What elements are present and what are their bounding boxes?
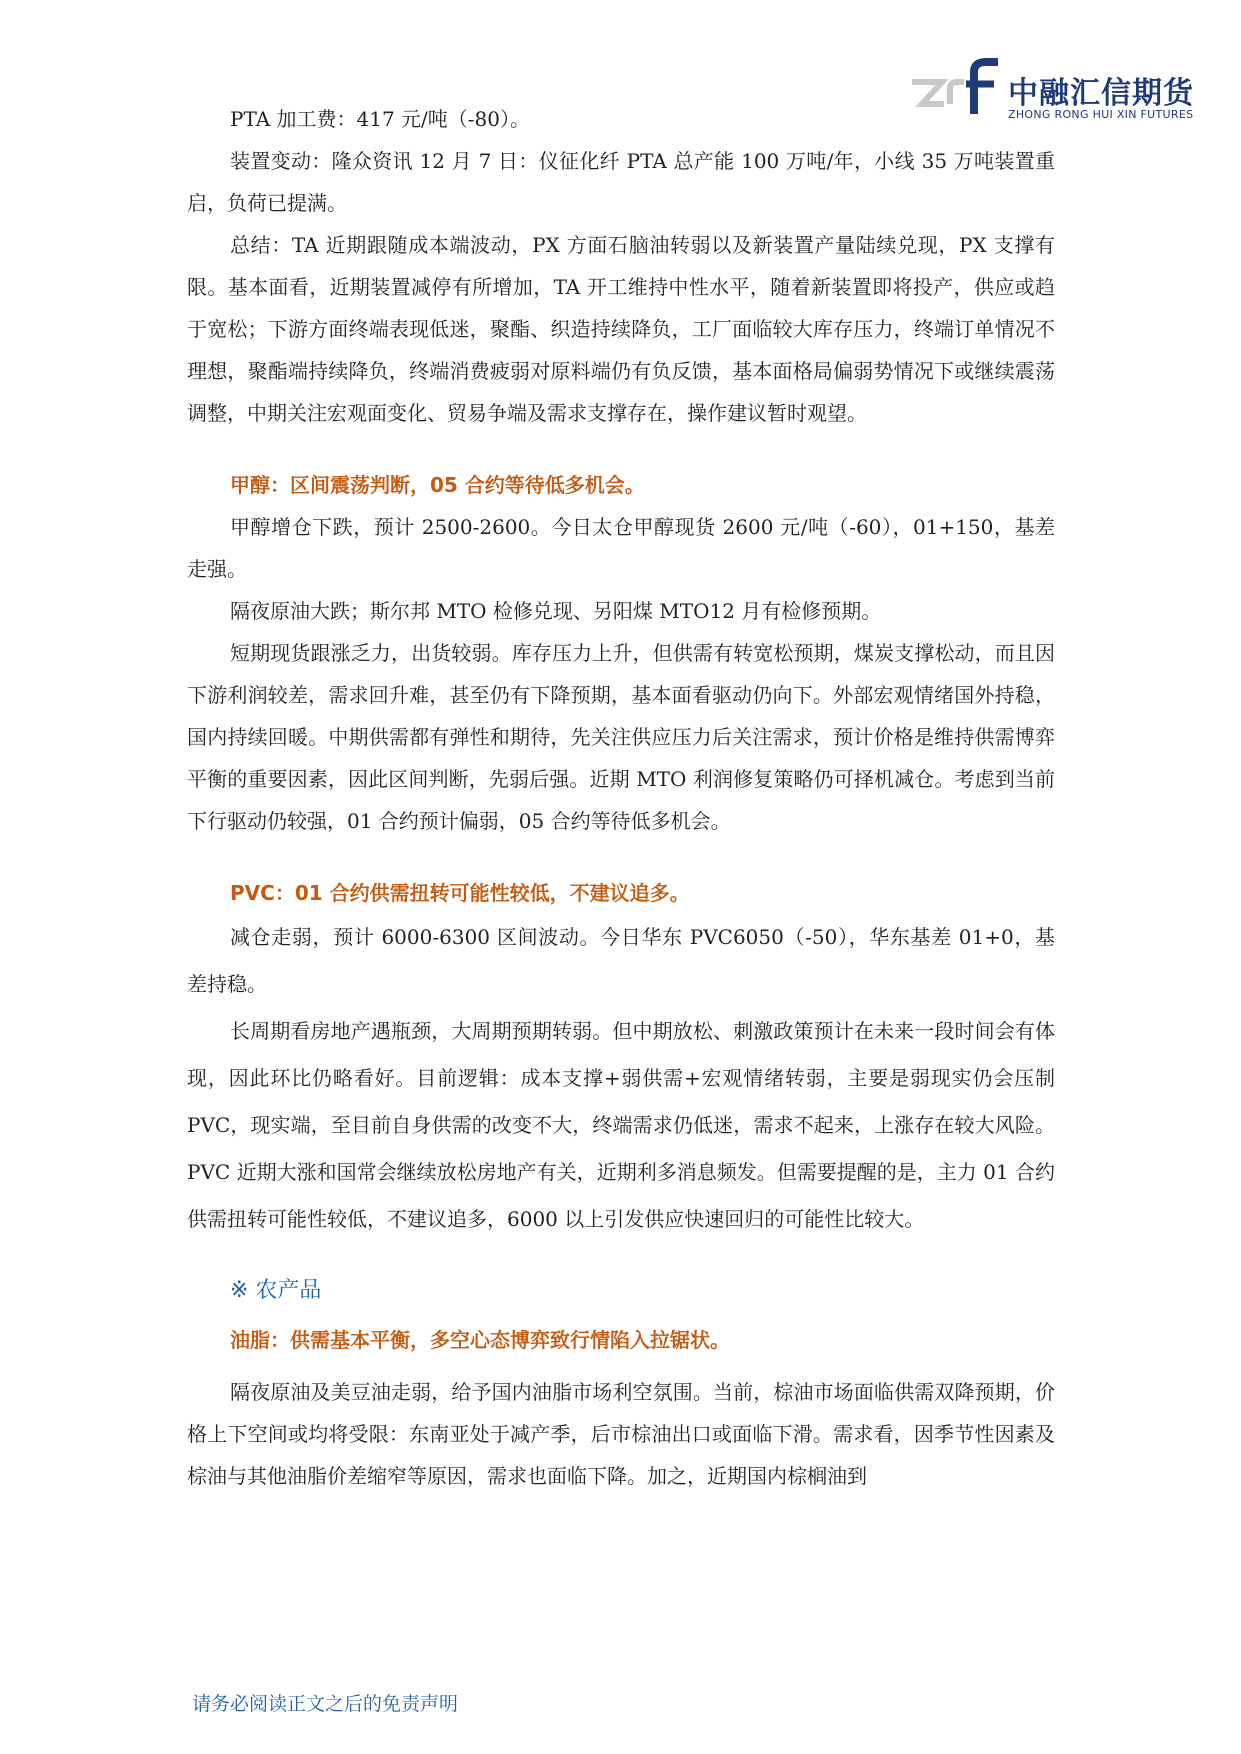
pvc-heading: PVC：01 合约供需扭转可能性较低，不建议追多。 bbox=[230, 881, 690, 905]
logo-company-subtitle: ZHONG RONG HUI XIN FUTURES bbox=[1008, 108, 1194, 121]
pvc-paragraph-1: 减仓走弱，预计 6000-6300 区间波动。今日华东 PVC6050（-50），华东基差 01+0，基差持稳。 bbox=[187, 925, 1055, 996]
methanol-heading: 甲醇：区间震荡判断，05 合约等待低多机会。 bbox=[230, 473, 645, 497]
methanol-paragraph-2: 隔夜原油大跌；斯尔邦 MTO 检修兑现、另阳煤 MTO12 月有检修预期。 bbox=[230, 599, 882, 623]
methanol-paragraph-3: 短期现货跟涨乏力，出货较弱。库存压力上升，但供需有转宽松预期，煤炭支撑松动，而且因下游利润较差，需求回升难，甚至仍有下降预期，基本面看驱动仍向下。外部宏观情绪国外持稳，国内持续回暖。中期供需都有弹性和期待，先关注供应压力后关注需求，预计价格是维持供需博弈平衡的重要因素，因此区间判断，先弱后强。近期 MTO 利润修复策略仍可择机减仓。考虑到当前下行驱动仍较强，01 合约预计偏弱，05 合约等待低多机会。 bbox=[187, 641, 1055, 833]
pta-processing-fee: PTA 加工费：417 元/吨（-80）。 bbox=[230, 107, 530, 131]
pta-summary: 总结：TA 近期跟随成本端波动，PX 方面石脑油转弱以及新装置产量陆续兑现，PX 支撑有限。基本面看，近期装置减停有所增加，TA 开工维持中性水平，随着新装置即将投产，供应或趋于宽松；下游方面终端表现低迷，聚酯、织造持续降负，工厂面临较大库存压力，终端订单情况不理想，聚酯端持续降负，终端消费疲弱对原料端仍有负反馈，基本面格局偏弱势情况下或继续震荡调整，中期关注宏观面变化、贸易争端及需求支撑存在，操作建议暂时观望。 bbox=[187, 233, 1055, 425]
pta-device-change: 装置变动：隆众资讯 12 月 7 日：仪征化纤 PTA 总产能 100 万吨/年，小线 35 万吨装置重启，负荷已提满。 bbox=[187, 149, 1055, 215]
logo-company-name: 中融汇信期货 bbox=[1008, 76, 1194, 111]
methanol-paragraph-1: 甲醇增仓下跌，预计 2500-2600。今日太仓甲醇现货 2600 元/吨（-60），01+150，基差走强。 bbox=[187, 515, 1055, 581]
oils-paragraph-1: 隔夜原油及美豆油走弱，给予国内油脂市场利空氛围。当前，棕油市场面临供需双降预期，价格上下空间或均将受限：东南亚处于减产季，后市棕油出口或面临下滑。需求看，因季节性因素及棕油与其他油脂价差缩窄等原因，需求也面临下降。加之，近期国内棕榈油到 bbox=[187, 1380, 1055, 1488]
oils-heading: 油脂：供需基本平衡，多空心态博弈致行情陷入拉锯状。 bbox=[230, 1328, 730, 1352]
disclaimer-footer: 请务必阅读正文之后的免责声明 bbox=[192, 1693, 459, 1715]
pvc-paragraph-2: 长周期看房地产遇瓶颈，大周期预期转弱。但中期放松、刺激政策预计在未来一段时间会有体现，因此环比仍略看好。目前逻辑：成本支撑+弱供需+宏观情绪转弱，主要是弱现实仍会压制 PVC，现实端，至目前自身供需的改变不大，终端需求仍低迷，需求不起来，上涨存在较大风险。PVC 近期大涨和国常会继续放松房地产有关，近期利多消息频发。但需要提醒的是，主力 01 合约供需扭转可能性较低，不建议追多，6000 以上引发供应快速回归的可能性比较大。 bbox=[187, 1019, 1055, 1231]
report-body bbox=[187, 98, 1055, 1497]
agri-section-title: ※ 农产品 bbox=[230, 1278, 322, 1303]
